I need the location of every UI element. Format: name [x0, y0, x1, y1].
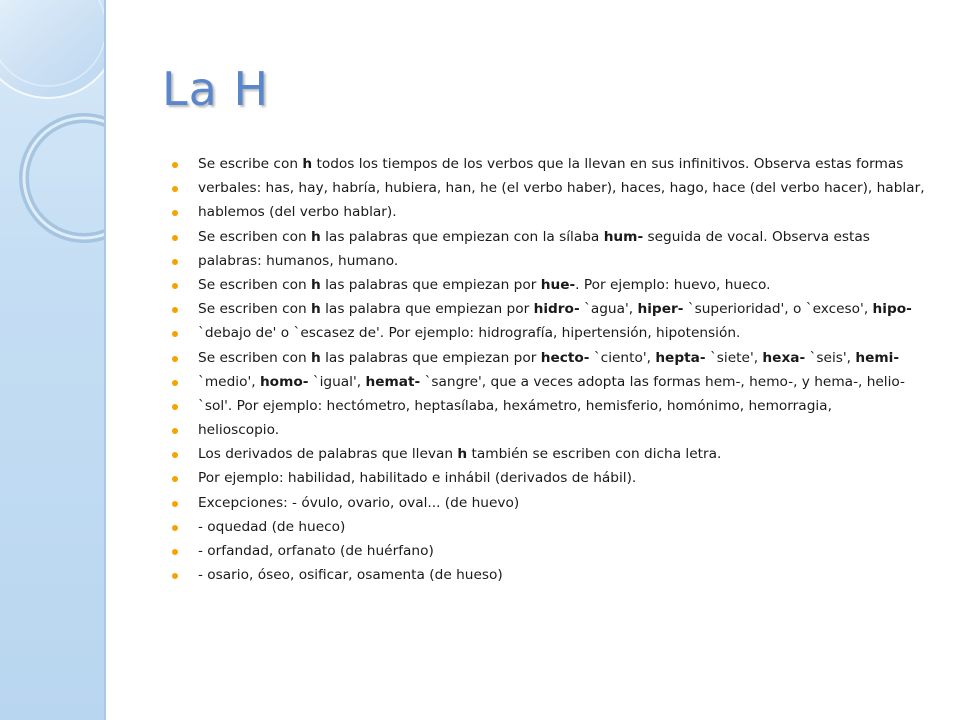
bullet-dot-icon: [172, 186, 178, 192]
bullet-item: [172, 418, 942, 442]
bullet-item: [172, 394, 942, 418]
bullet-item: [172, 176, 942, 200]
bullet-bold-text: homo-: [259, 373, 309, 390]
bullet-dot-icon: [172, 452, 178, 458]
bullet-text: - osario, óseo, osificar, osamenta (de hueso): [198, 567, 503, 584]
bullet-dot-icon: [172, 235, 178, 241]
bullet-item: [172, 346, 942, 370]
bullet-item: [172, 321, 942, 345]
bullet-bold-text: hecto-: [540, 349, 590, 366]
bullet-text: . Por ejemplo: huevo, hueco.: [575, 276, 771, 293]
bullet-bold-text: hepta-: [655, 349, 706, 366]
bullet-dot-icon: [172, 501, 178, 507]
bullet-text: Se escribe con: [198, 156, 303, 172]
bullet-bold-text: h: [457, 446, 468, 463]
bullet-text: todos los tiempos de los verbos que la llevan en sus infinitivos. Observa estas formas: [312, 156, 904, 172]
bullet-text: Se escriben con: [198, 301, 312, 318]
bullet-item: [172, 370, 942, 394]
bullet-bold-text: hiper-: [637, 301, 684, 318]
bullet-bold-text: hue-: [540, 276, 576, 293]
bullet-dot-icon: [172, 307, 178, 313]
bullet-dot-icon: [172, 404, 178, 410]
bullet-bold-text: hexa-: [762, 349, 806, 366]
bullet-bold-text: hidro-: [533, 301, 580, 318]
bullet-dot-icon: [172, 573, 178, 579]
decorative-sidebar: [0, 0, 106, 720]
bullet-dot-icon: [172, 259, 178, 265]
bullet-dot-icon: [172, 210, 178, 216]
bullet-text: `siete',: [705, 349, 763, 366]
bullet-item: [172, 273, 942, 297]
bullet-bold-text: hipo-: [872, 301, 912, 318]
bullet-text: también se escriben con dicha letra.: [467, 446, 722, 463]
bullet-text: `agua',: [579, 301, 638, 318]
bullet-bold-text: h: [311, 349, 321, 366]
bullet-text: las palabra que empiezan por: [320, 301, 534, 318]
bullet-text: `seis',: [805, 349, 856, 366]
bullet-bold-text: h: [311, 301, 321, 318]
bullet-dot-icon: [172, 331, 178, 337]
bullet-text: Los derivados de palabras que llevan: [198, 446, 458, 463]
bullet-item: [172, 297, 942, 321]
bullet-dot-icon: [172, 162, 178, 168]
bullet-dot-icon: [172, 356, 178, 362]
bullet-text: - oquedad (de hueco): [198, 518, 346, 535]
bullet-bold-text: h: [302, 156, 313, 172]
bullet-item: [172, 152, 942, 176]
bullet-item: [172, 539, 942, 563]
bullet-text: `ciento',: [589, 349, 656, 366]
bullet-text: las palabras que empiezan con la sílaba: [320, 228, 604, 245]
bullet-item: [172, 200, 942, 224]
sidebar-edge: [104, 0, 106, 720]
bullet-text: - orfandad, orfanato (de huérfano): [198, 543, 434, 559]
bullet-text: palabras: humanos, humano.: [198, 252, 399, 269]
bullet-text: `sangre', que a veces adopta las formas hem-, hemo-, y hema-, helio-: [420, 373, 905, 390]
bullet-text: `superioridad', o `exceso',: [683, 301, 873, 318]
bullet-dot-icon: [172, 549, 178, 555]
bullet-text: `sol'. Por ejemplo: hectómetro, heptasílaba, hexámetro, hemisferio, homónimo, hemorragia,: [198, 397, 832, 414]
bullet-item: [172, 515, 942, 539]
bullet-text: Se escriben con: [198, 228, 312, 245]
bullet-text: hablemos (del verbo hablar).: [198, 204, 397, 221]
bullet-dot-icon: [172, 525, 178, 531]
bullet-text: seguida de vocal. Observa estas: [643, 228, 870, 245]
bullet-text: Se escriben con: [198, 276, 312, 293]
bullet-text: helioscopio.: [198, 422, 280, 439]
bullet-text: `debajo de' o `escasez de'. Por ejemplo: hidrografía, hipertensión, hipotensión.: [198, 325, 741, 342]
bullet-dot-icon: [172, 380, 178, 386]
bullet-item: [172, 249, 942, 273]
bullet-text: Se escriben con: [198, 349, 312, 366]
bullet-dot-icon: [172, 428, 178, 434]
slide-title: La H: [162, 62, 270, 116]
bullet-text: Excepciones: - óvulo, ovario, oval... (de huevo): [198, 494, 520, 511]
bullet-bold-text: h: [311, 276, 321, 293]
decorative-circles: [0, 0, 106, 720]
bullet-bold-text: hemat-: [365, 373, 421, 390]
bullet-text: las palabras que empiezan por: [320, 276, 541, 293]
bullet-item: [172, 225, 942, 249]
bullet-bold-text: hemi-: [855, 349, 900, 366]
bullet-item: [172, 491, 942, 515]
bullet-bold-text: h: [311, 228, 321, 245]
bullet-text: las palabras que empiezan por: [320, 349, 541, 366]
bullet-text: `medio',: [198, 373, 260, 390]
bullet-bold-text: hum-: [603, 228, 644, 245]
bullet-text: Por ejemplo: habilidad, habilitado e inhábil (derivados de hábil).: [198, 470, 637, 487]
bullet-dot-icon: [172, 476, 178, 482]
bullet-dot-icon: [172, 283, 178, 289]
bullet-text: `igual',: [308, 373, 366, 390]
bullet-text: verbales: has, hay, habría, hubiera, han, he (el verbo haber), haces, hago, hace (del verbo hacer), hablar,: [198, 180, 925, 197]
bullet-item: [172, 442, 942, 466]
bullet-item: [172, 466, 942, 490]
bullet-item: [172, 563, 942, 587]
bullet-list: [172, 152, 942, 587]
